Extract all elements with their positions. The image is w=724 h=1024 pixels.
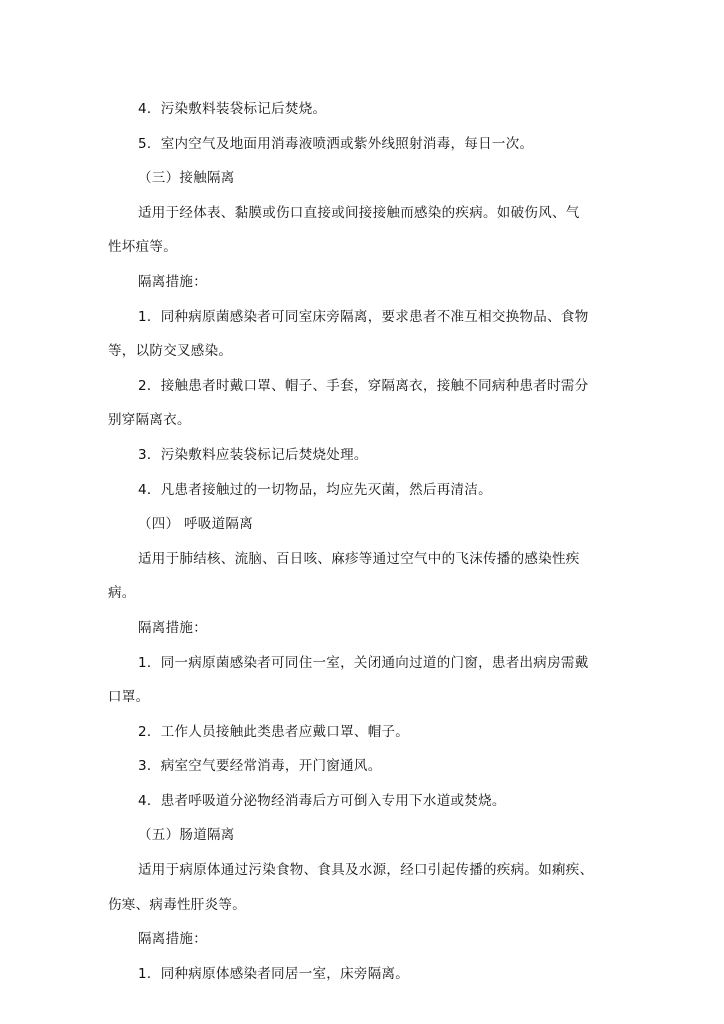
measures-label: 隔离措施： bbox=[138, 273, 207, 290]
paragraph-line: 病。 bbox=[108, 585, 136, 602]
list-item: 3．污染敷料应装袋标记后焚烧处理。 bbox=[138, 446, 368, 463]
list-item: 1．同种病原体感染者同居一室，床旁隔离。 bbox=[138, 965, 410, 982]
paragraph-line: 适用于肺结核、流脑、百日咳、麻疹等通过空气中的飞沫传播的感染性疾 bbox=[138, 550, 580, 567]
section-heading-contact-isolation: （三）接触隔离 bbox=[138, 170, 235, 187]
paragraph-line: 伤寒、病毒性肝炎等。 bbox=[108, 896, 246, 913]
section-heading-intestinal-isolation: （五）肠道隔离 bbox=[138, 827, 235, 844]
document-body bbox=[108, 92, 618, 991]
list-item-continuation: 等，以防交叉感染。 bbox=[108, 343, 233, 360]
list-item: 1．同一病原菌感染者可同住一室，关闭通向过道的门窗，患者出病房需戴 bbox=[138, 654, 589, 671]
list-item: 2．接触患者时戴口罩、帽子、手套，穿隔离衣，接触不同病种患者时需分 bbox=[138, 377, 589, 394]
measures-label: 隔离措施： bbox=[138, 619, 207, 636]
paragraph-line: 适用于经体表、黏膜或伤口直接或间接接触而感染的疾病。如破伤风、气 bbox=[138, 204, 580, 221]
paragraph-line: 性坏疽等。 bbox=[108, 239, 177, 256]
list-item-continuation: 口罩。 bbox=[108, 689, 150, 706]
list-item-continuation: 别穿隔离衣。 bbox=[108, 412, 191, 429]
section-heading-respiratory-isolation: （四） 呼吸道隔离 bbox=[138, 516, 253, 533]
list-item: 5．室内空气及地面用消毒液喷洒或紫外线照射消毒，每日一次。 bbox=[138, 135, 534, 152]
measures-label: 隔离措施： bbox=[138, 931, 207, 948]
list-item: 4．患者呼吸道分泌物经消毒后方可倒入专用下水道或焚烧。 bbox=[138, 792, 506, 809]
list-item: 2．工作人员接触此类患者应戴口罩、帽子。 bbox=[138, 723, 410, 740]
list-item: 4．污染敷料装袋标记后焚烧。 bbox=[138, 101, 327, 117]
list-item: 3．病室空气要经常消毒，开门窗通风。 bbox=[138, 758, 382, 775]
paragraph-line: 适用于病原体通过污染食物、食具及水源，经口引起传播的疾病。如痢疾、 bbox=[138, 862, 594, 879]
list-item: 1．同种病原菌感染者可同室床旁隔离，要求患者不准互相交换物品、食物 bbox=[138, 308, 589, 325]
list-item: 4．凡患者接触过的一切物品，均应先灭菌，然后再清洁。 bbox=[138, 481, 492, 498]
